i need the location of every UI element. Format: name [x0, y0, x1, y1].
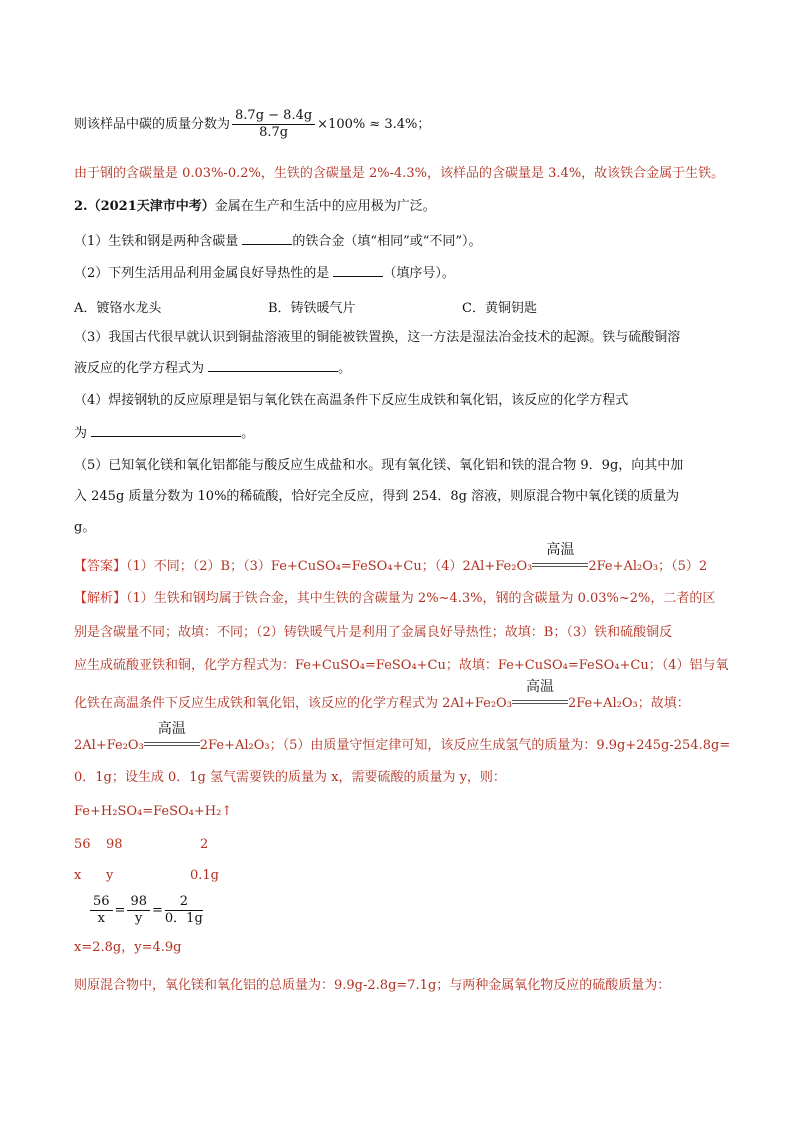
conclusion-line: 由于钢的含碳量是 0.03%-0.2%，生铁的含碳量是 2%-4.3%，该样品的含碳量是 3.4%，故该铁合金属于生铁。 [74, 166, 725, 181]
condition-arrow [512, 679, 568, 707]
sub-question-5-line-3: g。 [74, 520, 96, 535]
sub-question-1 [74, 232, 482, 250]
condition-label: 高温 [546, 542, 575, 558]
condition-arrow [144, 721, 200, 749]
mass-fraction-formula [232, 108, 315, 141]
sub-question-4-end: 。 [241, 426, 255, 441]
analysis-line-4 [74, 679, 690, 712]
equals-sign: = [152, 903, 163, 918]
analysis-label: 【解析】 [74, 591, 127, 606]
analysis-text-4b: 2Fe+Al₂O₃；故填： [567, 696, 690, 711]
proportion-fraction-1-num: 56 [90, 894, 113, 911]
sub-question-1-text: （1）生铁和钢是两种含碳量 [74, 234, 239, 249]
option-a[interactable]: A．镀铬水龙头 [74, 301, 162, 316]
reaction-equation: Fe+H₂SO₄=FeSO₄+H₂↑ [74, 804, 233, 819]
result-line: x=2.8g，y=4.9g [74, 940, 182, 955]
analysis-text-5b: 2Fe+Al₂O₃；（5）由质量守恒定律可知，该反应生成氢气的质量为：9.9g+245g-254.8g= [199, 738, 731, 753]
answer-blank-4[interactable] [91, 424, 241, 437]
proportion-fraction-1 [90, 894, 113, 927]
analysis-text-1: （1）生铁和钢均属于铁合金，其中生铁的含碳量为 2%~4.3%，钢的含碳量为 0.03%~2%，二者的区 [126, 591, 716, 606]
question-source: （2021天津市中考） [87, 199, 215, 214]
hydrogen-mass: 0.1g [190, 868, 219, 883]
option-c[interactable]: C．黄铜钥匙 [462, 301, 537, 316]
sub-question-3-line-2 [74, 359, 351, 377]
analysis-line-3: 应生成硫酸亚铁和铜，化学方程式为：Fe+CuSO₄=FeSO₄+Cu；故填：Fe+CuSO₄=FeSO₄+Cu；（4）铝与氧 [74, 658, 729, 673]
mass-fraction-prefix: 则该样品中碳的质量分数为 [74, 117, 231, 132]
sub-question-3-line-1: （3）我国古代很早就认识到铜盐溶液里的铜能被铁置换，这一方法是湿法冶金技术的起源。铁与硫酸铜溶 [74, 330, 681, 345]
sub-question-5-line-1: （5）已知氧化镁和氧化铝都能与酸反应生成盐和水。现有氧化镁、氧化铝和铁的混合物 9．9g，向其中加 [74, 458, 684, 473]
fraction-denominator: 8.7g [259, 125, 289, 140]
unknown-y: y [106, 868, 114, 883]
analysis-line-5 [74, 721, 731, 754]
sub-question-2-text: （2）下列生活用品利用金属良好导热性的是 [74, 266, 330, 281]
condition-arrow [532, 542, 588, 570]
question-heading [74, 199, 436, 215]
final-line: 则原混合物中，氧化镁和氧化铝的总质量为：9.9g-2.8g=7.1g；与两种金属氧化物反应的硫酸质量为： [74, 978, 671, 993]
answer-label: 【答案】 [74, 559, 127, 574]
analysis-line-1 [74, 591, 715, 607]
answer-blank-2[interactable] [333, 264, 383, 277]
molar-mass-h2: 2 [200, 837, 209, 852]
answer-blank-3[interactable] [208, 359, 338, 372]
analysis-line-2: 别是含碳量不同；故填：不同；（2）铸铁暖气片是利用了金属良好导热性；故填：B；（3）铁和硫酸铜反 [74, 625, 673, 640]
analysis-line-6: 0．1g；设生成 0．1g 氢气需要铁的质量为 x，需要硫酸的质量为 y，则： [74, 770, 506, 785]
sub-question-3-end: 。 [338, 361, 352, 376]
proportion-fraction-3 [165, 894, 203, 927]
molar-mass-fe: 56 [74, 837, 91, 852]
proportion-fraction-2-den: y [135, 911, 143, 926]
analysis-text-5a: 2Al+Fe₂O₃ [74, 738, 144, 753]
question-stem: 金属在生产和生活中的应用极为广泛。 [214, 199, 436, 214]
answer-line [74, 542, 708, 575]
sub-question-2-tail: （填序号）。 [383, 266, 455, 281]
sub-question-2 [74, 264, 455, 282]
sub-question-4-text: 为 [74, 426, 88, 441]
proportion-equation [88, 894, 205, 927]
fraction-numerator: 8.7g − 8.4g [232, 108, 315, 125]
sub-question-4-line-2 [74, 424, 254, 442]
answer-part-2: 2Fe+Al₂O₃；（5）2 [588, 559, 708, 574]
proportion-fraction-2 [127, 894, 150, 927]
sub-question-5-line-2: 入 245g 质量分数为 10%的稀硫酸，恰好完全反应，得到 254．8g 溶液，则原混合物中氧化镁的质量为 [74, 489, 680, 504]
molar-mass-h2so4: 98 [106, 837, 123, 852]
answer-part-1: （1）不同；（2）B；（3）Fe+CuSO₄=FeSO₄+Cu；（4）2Al+Fe₂O₃ [126, 559, 533, 574]
mass-fraction-line [74, 108, 430, 141]
equals-sign: = [114, 903, 126, 918]
sub-question-3-text: 液反应的化学方程式为 [74, 361, 205, 376]
answer-blank-1[interactable] [242, 232, 292, 245]
analysis-text-4a: 化铁在高温条件下反应生成铁和氧化铝，该反应的化学方程式为 2Al+Fe₂O₃ [74, 696, 512, 711]
question-number: 2. [74, 199, 88, 214]
sub-question-1-tail: 的铁合金（填“相同”或“不同”）。 [292, 234, 482, 249]
sub-question-4-line-1: （4）焊接钢轨的反应原理是铝与氧化铁在高温条件下反应生成铁和氧化铝，该反应的化学方程式 [74, 393, 629, 408]
option-b[interactable]: B．铸铁暖气片 [268, 301, 356, 316]
proportion-fraction-3-den: 0．1g [164, 911, 203, 926]
proportion-fraction-3-num: 2 [165, 894, 203, 911]
condition-label: 高温 [525, 679, 554, 695]
proportion-fraction-1-den: x [97, 911, 105, 926]
unknown-x: x [74, 868, 82, 883]
proportion-fraction-2-num: 98 [127, 894, 150, 911]
condition-label: 高温 [157, 721, 186, 737]
mass-fraction-suffix: ×100% ≈ 3.4%； [317, 117, 431, 132]
